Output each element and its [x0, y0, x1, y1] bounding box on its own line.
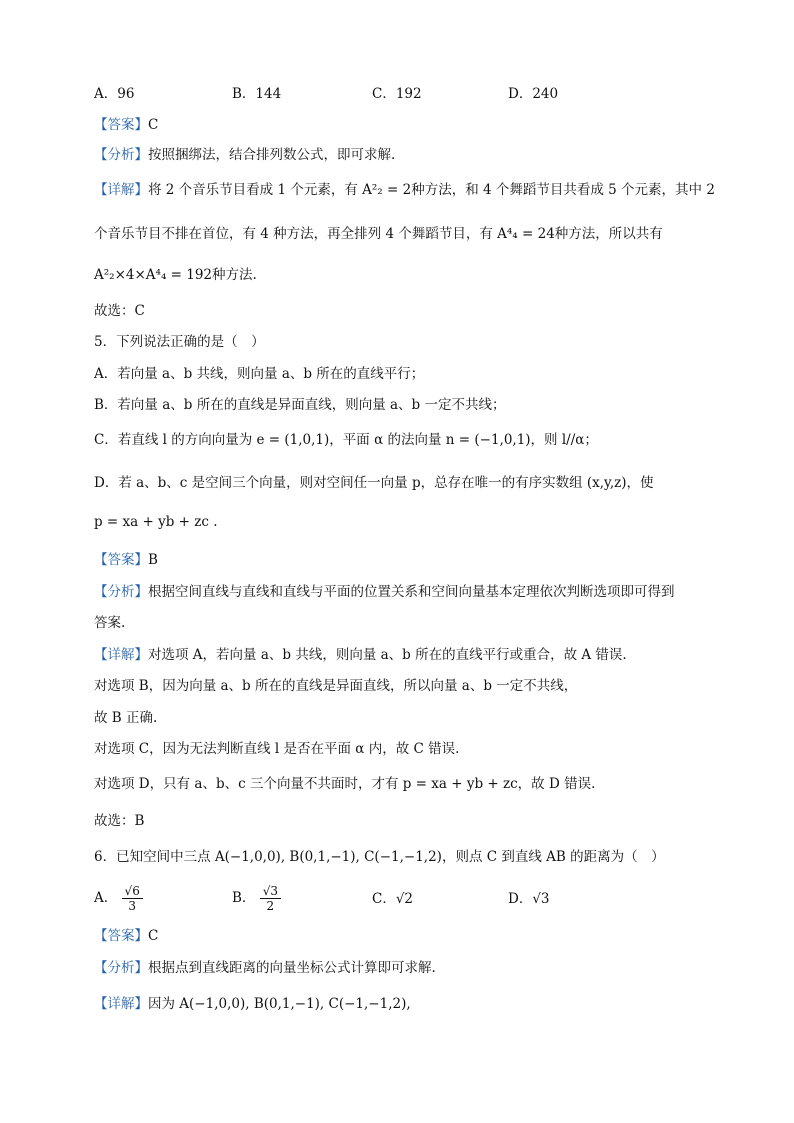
analysis-text: 根据空间直线与直线和直线与平面的位置关系和空间向量基本定理依次判断选项即可得到 — [148, 584, 675, 600]
fraction-denominator: 3 — [128, 899, 136, 913]
option-label: B． — [232, 890, 256, 906]
answer-value: C — [148, 117, 159, 133]
q5-detail-line-2: 对选项 B，因为向量 a、b 所在的直线是异面直线，所以向量 a、b 一定不共线， — [94, 678, 578, 694]
q5-option-b: B．若向量 a、b 所在的直线是异面直线，则向量 a、b 一定不共线； — [94, 397, 506, 413]
q5-choose: 故选：B — [94, 813, 145, 829]
answer-value: B — [148, 552, 158, 568]
fraction-numerator: √3 — [260, 884, 281, 899]
q4-option-b: B．144 — [232, 86, 282, 102]
fraction-numerator: √6 — [122, 884, 143, 899]
detail-tag: 【详解】 — [94, 182, 148, 198]
answer-tag: 【答案】 — [94, 928, 148, 944]
q4-choose: 故选：C — [94, 303, 145, 319]
analysis-tag: 【分析】 — [94, 584, 148, 600]
q5-detail-line-1 — [94, 646, 627, 664]
answer-tag: 【答案】 — [94, 552, 148, 568]
q6-option-b — [232, 884, 281, 913]
q4-detail-line-3: A²₂×4×A⁴₄ = 192种方法. — [94, 267, 257, 283]
q5-analysis-line-2: 答案. — [94, 615, 126, 631]
q5-detail-line-4: 对选项 C，因为无法判断直线 l 是否在平面 α 内，故 C 错误. — [94, 741, 460, 757]
q6-answer — [94, 927, 158, 945]
q4-detail-line-2: 个音乐节目不排在首位，有 4 种方法，再全排列 4 个舞蹈节目，有 A⁴₄ = 24种方法，所以共有 — [94, 226, 663, 242]
detail-text: 对选项 A，若向量 a、b 共线，则向量 a、b 所在的直线平行或重合，故 A 错误. — [148, 647, 627, 663]
detail-tag: 【详解】 — [94, 647, 148, 663]
q6-option-a — [94, 884, 143, 913]
q5-detail-line-3: 故 B 正确. — [94, 710, 158, 726]
fraction — [260, 884, 281, 913]
analysis-text: 按照捆绑法，结合排列数公式，即可求解. — [148, 147, 396, 163]
q4-analysis — [94, 146, 395, 164]
q5-option-c: C．若直线 l 的方向向量为 e = (1,0,1)，平面 α 的法向量 n = (−1,0,1)，则 l//α； — [94, 432, 598, 448]
fraction-denominator: 2 — [266, 899, 275, 913]
q5-detail-line-5: 对选项 D，只有 a、b、c 三个向量不共面时，才有 p = xa + yb + zc，故 D 错误. — [94, 776, 596, 792]
q4-option-d: D．240 — [508, 86, 559, 102]
answer-value: C — [148, 928, 159, 944]
detail-text: 将 2 个音乐节目看成 1 个元素，有 A²₂ = 2种方法，和 4 个舞蹈节目共看成 5 个元素，其中 2 — [148, 182, 715, 198]
q4-option-a: A．96 — [94, 86, 135, 102]
q5-option-d-line-1: D．若 a、b、c 是空间三个向量，则对空间任一向量 p，总存在唯一的有序实数组 (x,y,z)，使 — [94, 475, 654, 491]
q6-stem: 6．已知空间中三点 A(−1,0,0), B(0,1,−1), C(−1,−1,2)，则点 C 到直线 AB 的距离为（ ） — [94, 849, 665, 865]
answer-tag: 【答案】 — [94, 117, 148, 133]
q6-option-c: C．√2 — [372, 891, 414, 907]
q4-detail-line-1 — [94, 181, 715, 199]
q6-detail-line-1 — [94, 995, 411, 1013]
q5-analysis-line-1 — [94, 583, 675, 601]
fraction — [122, 884, 143, 913]
q5-option-a: A．若向量 a、b 共线，则向量 a、b 所在的直线平行； — [94, 366, 425, 382]
detail-tag: 【详解】 — [94, 996, 148, 1012]
option-label: A． — [94, 890, 118, 906]
analysis-text: 根据点到直线距离的向量坐标公式计算即可求解. — [148, 960, 436, 976]
q4-option-c: C．192 — [372, 86, 422, 102]
q5-option-d-line-2: p = xa + yb + zc . — [94, 514, 218, 530]
q4-answer — [94, 116, 158, 134]
q5-answer — [94, 551, 158, 569]
q6-option-d: D．√3 — [508, 891, 550, 907]
analysis-tag: 【分析】 — [94, 147, 148, 163]
detail-text: 因为 A(−1,0,0), B(0,1,−1), C(−1,−1,2), — [148, 996, 411, 1012]
q6-analysis — [94, 959, 436, 977]
q5-stem: 5．下列说法正确的是（ ） — [94, 334, 265, 350]
analysis-tag: 【分析】 — [94, 960, 148, 976]
